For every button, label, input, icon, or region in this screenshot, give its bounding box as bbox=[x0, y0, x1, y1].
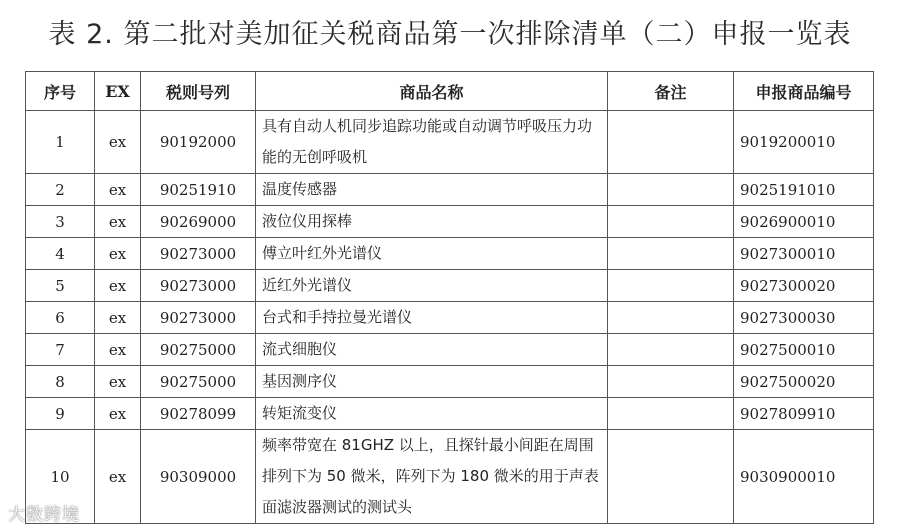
table-row bbox=[26, 302, 874, 334]
table-row bbox=[26, 398, 874, 430]
cell-note bbox=[608, 238, 734, 270]
header-seq: 序号 bbox=[26, 72, 95, 111]
cell-decl: 9027300020 bbox=[734, 270, 874, 302]
cell-seq: 4 bbox=[26, 238, 95, 270]
cell-seq: 6 bbox=[26, 302, 95, 334]
cell-name: 温度传感器 bbox=[256, 174, 608, 206]
cell-tariff: 90273000 bbox=[141, 270, 256, 302]
cell-decl: 9027500020 bbox=[734, 366, 874, 398]
cell-ex: ex bbox=[95, 174, 141, 206]
table-row bbox=[26, 270, 874, 302]
cell-tariff: 90192000 bbox=[141, 111, 256, 174]
cell-seq: 7 bbox=[26, 334, 95, 366]
table-row bbox=[26, 334, 874, 366]
header-ex: EX bbox=[95, 72, 141, 111]
cell-decl: 9027500010 bbox=[734, 334, 874, 366]
cell-decl: 9030900010 bbox=[734, 430, 874, 524]
cell-seq: 8 bbox=[26, 366, 95, 398]
cell-ex: ex bbox=[95, 270, 141, 302]
cell-name: 频率带宽在 81GHZ 以上，且探针最小间距在周围排列下为 50 微米，阵列下为 180 微米的用于声表面滤波器测试的测试头 bbox=[256, 430, 608, 524]
cell-seq: 5 bbox=[26, 270, 95, 302]
cell-tariff: 90309000 bbox=[141, 430, 256, 524]
cell-note bbox=[608, 270, 734, 302]
cell-decl: 9027300030 bbox=[734, 302, 874, 334]
watermark-logo: 大数跨境 bbox=[8, 505, 80, 525]
cell-seq: 1 bbox=[26, 111, 95, 174]
cell-seq: 9 bbox=[26, 398, 95, 430]
table-title: 表 2. 第二批对美加征关税商品第一次排除清单（二）申报一览表 bbox=[48, 19, 852, 50]
cell-name: 近红外光谱仪 bbox=[256, 270, 608, 302]
cell-name: 傅立叶红外光谱仪 bbox=[256, 238, 608, 270]
cell-ex: ex bbox=[95, 334, 141, 366]
cell-decl: 9025191010 bbox=[734, 174, 874, 206]
cell-decl: 9019200010 bbox=[734, 111, 874, 174]
cell-name: 基因测序仪 bbox=[256, 366, 608, 398]
cell-tariff: 90273000 bbox=[141, 238, 256, 270]
cell-name: 液位仪用探棒 bbox=[256, 206, 608, 238]
cell-note bbox=[608, 334, 734, 366]
header-decl: 申报商品编号 bbox=[734, 72, 874, 111]
cell-note bbox=[608, 430, 734, 524]
cell-name: 转矩流变仪 bbox=[256, 398, 608, 430]
cell-seq: 10 bbox=[26, 430, 95, 524]
cell-tariff: 90278099 bbox=[141, 398, 256, 430]
cell-tariff: 90273000 bbox=[141, 302, 256, 334]
cell-note bbox=[608, 302, 734, 334]
cell-name: 流式细胞仪 bbox=[256, 334, 608, 366]
table-row bbox=[26, 174, 874, 206]
cell-ex: ex bbox=[95, 430, 141, 524]
header-name: 商品名称 bbox=[256, 72, 608, 111]
cell-name: 具有自动人机同步追踪功能或自动调节呼吸压力功能的无创呼吸机 bbox=[256, 111, 608, 174]
header-note: 备注 bbox=[608, 72, 734, 111]
cell-ex: ex bbox=[95, 238, 141, 270]
cell-tariff: 90275000 bbox=[141, 366, 256, 398]
cell-seq: 2 bbox=[26, 174, 95, 206]
cell-note bbox=[608, 398, 734, 430]
cell-tariff: 90275000 bbox=[141, 334, 256, 366]
cell-decl: 9027809910 bbox=[734, 398, 874, 430]
cell-decl: 9026900010 bbox=[734, 206, 874, 238]
table-row bbox=[26, 206, 874, 238]
table-row bbox=[26, 111, 874, 174]
cell-note bbox=[608, 111, 734, 174]
cell-note bbox=[608, 174, 734, 206]
table-row bbox=[26, 238, 874, 270]
table-row bbox=[26, 430, 874, 524]
cell-ex: ex bbox=[95, 206, 141, 238]
cell-ex: ex bbox=[95, 398, 141, 430]
header-row bbox=[26, 72, 874, 111]
cell-ex: ex bbox=[95, 111, 141, 174]
header-tariff: 税则号列 bbox=[141, 72, 256, 111]
cell-note bbox=[608, 206, 734, 238]
cell-tariff: 90269000 bbox=[141, 206, 256, 238]
cell-ex: ex bbox=[95, 302, 141, 334]
cell-ex: ex bbox=[95, 366, 141, 398]
cell-name: 台式和手持拉曼光谱仪 bbox=[256, 302, 608, 334]
cell-decl: 9027300010 bbox=[734, 238, 874, 270]
table-row bbox=[26, 366, 874, 398]
cell-seq: 3 bbox=[26, 206, 95, 238]
exclusion-list-table bbox=[25, 71, 874, 524]
cell-tariff: 90251910 bbox=[141, 174, 256, 206]
cell-note bbox=[608, 366, 734, 398]
